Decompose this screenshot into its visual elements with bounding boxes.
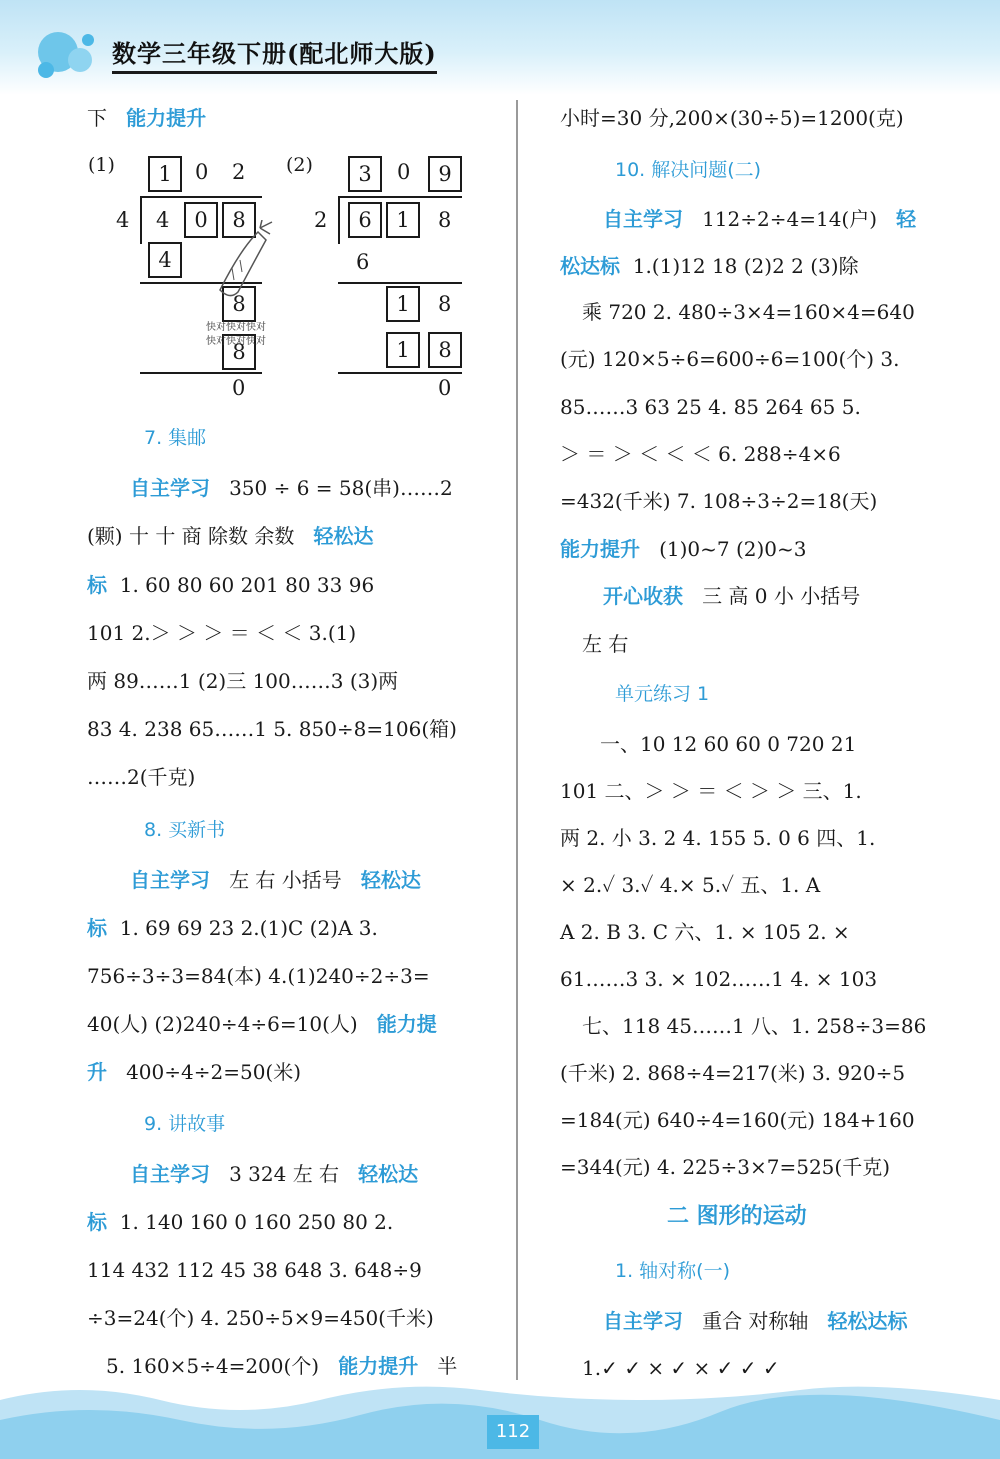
left-line-12: 升 400÷4÷2=50(米): [87, 1060, 302, 1084]
dividend-digit: 8: [438, 208, 452, 232]
dividend-digit: 4: [156, 208, 170, 232]
answer-box: 4: [148, 242, 182, 278]
right-line-2: 松达标 1.(1)12 18 (2)2 2 (3)除: [560, 254, 859, 278]
division-bracket: [338, 196, 340, 244]
answer-box: 8: [428, 332, 462, 368]
right-line-4: (元) 120×5÷6=600÷6=100(个) 3.: [560, 347, 900, 371]
section-title-10: 10. 解决问题(二): [615, 159, 762, 181]
left-line-3: 标 1. 60 80 60 201 80 33 96: [87, 573, 375, 597]
watermark-text: 快对快对快对: [206, 322, 266, 333]
quotient-digit: 0: [195, 160, 209, 184]
quotient-digit: 2: [232, 160, 246, 184]
quotient-digit: 0: [397, 160, 411, 184]
division-label-1: (1): [88, 154, 115, 176]
right-line-8: 能力提升 (1)0~7 (2)0~3: [560, 537, 807, 561]
left-line-11: 40(人) (2)240÷4÷6=10(人) 能力提: [87, 1012, 437, 1036]
partial-digit: 8: [438, 292, 452, 316]
left-line-5: 两 89……1 (2)三 100……3 (3)两: [87, 669, 399, 693]
left-line-13: 自主学习 3 324 左 右 轻松达: [130, 1162, 419, 1186]
left-line-9: 标 1. 69 69 23 2.(1)C (2)A 3.: [87, 916, 378, 940]
unit-practice-title: 单元练习 1: [615, 683, 710, 705]
right-line-12: 101 二、＞ ＞ ＝ ＜ ＞ ＞ 三、1.: [560, 779, 862, 803]
right-line-1: 自主学习 112÷2÷4=14(户) 轻: [603, 207, 917, 231]
right-line-13: 两 2. 小 3. 2 4. 155 5. 0 6 四、1.: [560, 826, 876, 850]
right-line-15: A 2. B 3. C 六、1. × 105 2. ×: [560, 920, 850, 944]
right-line-5: 85……3 63 25 4. 85 264 65 5.: [560, 395, 861, 419]
section-title-symmetry: 1. 轴对称(一): [615, 1260, 730, 1282]
answer-box: 1: [386, 202, 420, 238]
divisor: 2: [314, 208, 328, 232]
divisor: 4: [116, 208, 130, 232]
column-divider: [516, 100, 518, 1380]
left-line-14: 标 1. 140 160 0 160 250 80 2.: [87, 1210, 394, 1234]
left-line-8: 自主学习 左 右 小括号 轻松达: [130, 868, 421, 892]
left-line-6: 83 4. 238 65……1 5. 850÷8=106(箱): [87, 717, 457, 741]
division-bar: [140, 196, 262, 198]
subtraction-line: [140, 372, 262, 374]
left-line-2: (颗) 十 十 商 除数 余数 轻松达: [87, 524, 374, 548]
right-line-0: 小时=30 分,200×(30÷5)=1200(克): [560, 106, 904, 130]
answer-box: 1: [386, 332, 420, 368]
right-line-11: 一、10 12 60 60 0 720 21: [600, 732, 857, 756]
answer-box: 1: [148, 156, 182, 192]
answer-box: 6: [348, 202, 382, 238]
right-line-10: 左 右: [582, 632, 629, 656]
subtraction-line: [338, 372, 462, 374]
subtraction-line: [338, 282, 462, 284]
section-title-8: 8. 买新书: [144, 819, 226, 841]
answer-box: 8: [222, 286, 256, 322]
remainder: 0: [438, 376, 452, 400]
left-line-1: 自主学习 350 ÷ 6 = 58(串)……2: [130, 476, 453, 500]
paint-splash-decoration: [28, 22, 118, 82]
answer-box: 9: [428, 156, 462, 192]
answer-box: 3: [348, 156, 382, 192]
watermark-text: 快对快对快对: [206, 336, 266, 347]
unit-title: 二 图形的运动: [667, 1204, 807, 1229]
right-line-14: × 2.✓ 3.✓ 4.× 5.✓ 五、1. A: [560, 873, 821, 897]
page-number: 112: [487, 1415, 539, 1449]
remainder: 0: [232, 376, 246, 400]
right-line-7: =432(千米) 7. 108÷3÷2=18(天): [560, 489, 878, 513]
left-line-4: 101 2.＞ ＞ ＞ ＝ ＜ ＜ 3.(1): [87, 621, 357, 645]
page-header-title: 数学三年级下册(配北师大版): [112, 34, 437, 74]
right-line-9: 开心收获 三 高 0 小 小括号: [603, 584, 861, 608]
right-line-21: 自主学习 重合 对称轴 轻松达标: [603, 1309, 908, 1333]
answer-box: 8: [222, 202, 256, 238]
right-line-18: (千米) 2. 868÷4=217(米) 3. 920÷5: [560, 1061, 906, 1085]
division-bar: [338, 196, 462, 198]
division-bracket: [140, 196, 142, 244]
answer-box: 1: [386, 286, 420, 322]
partial-product: 6: [356, 250, 370, 274]
answer-box: 8: [222, 334, 256, 370]
division-label-2: (2): [286, 154, 313, 176]
left-line-17: 5. 160×5÷4=200(个) 能力提升 半: [106, 1354, 458, 1378]
right-line-16: 61……3 3. × 102……1 4. × 103: [560, 967, 878, 991]
right-line-20: =344(元) 4. 225÷3×7=525(千克): [560, 1155, 891, 1179]
right-line-3: 乘 720 2. 480÷3×4=160×4=640: [582, 300, 915, 324]
right-line-22: 1.✓ ✓ × ✓ × ✓ ✓ ✓: [582, 1356, 780, 1380]
carrot-icon: [200, 220, 280, 310]
left-line-16: ÷3=24(个) 4. 250÷5×9=450(千米): [87, 1306, 434, 1330]
section-title-9: 9. 讲故事: [144, 1113, 226, 1135]
right-line-17: 七、118 45……1 八、1. 258÷3=86: [582, 1014, 927, 1038]
answer-box: 0: [184, 202, 218, 238]
left-line-7: ……2(千克): [87, 765, 196, 789]
section-title-7: 7. 集邮: [144, 427, 207, 449]
left-line-0: 下 能力提升: [87, 106, 207, 130]
right-line-6: ＞ ＝ ＞ ＜ ＜ ＜ 6. 288÷4×6: [560, 442, 841, 466]
right-line-19: =184(元) 640÷4=160(元) 184+160: [560, 1108, 915, 1132]
left-line-15: 114 432 112 45 38 648 3. 648÷9: [87, 1258, 422, 1282]
left-line-10: 756÷3÷3=84(本) 4.(1)240÷2÷3=: [87, 964, 430, 988]
